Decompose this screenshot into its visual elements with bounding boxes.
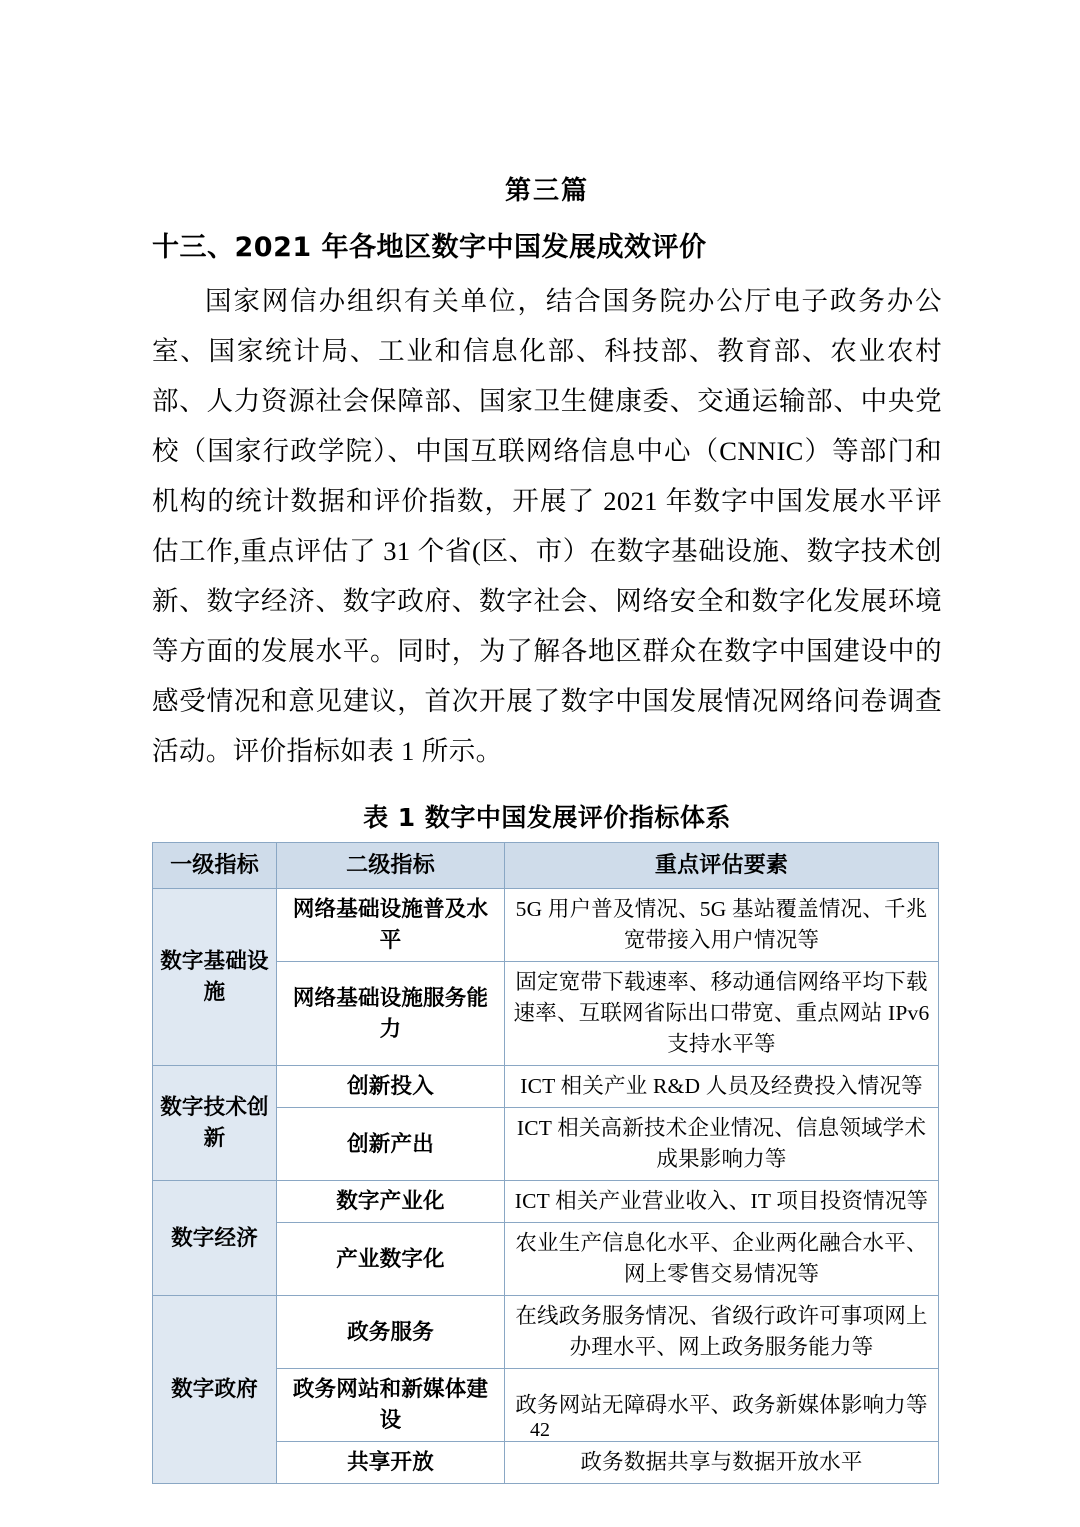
elements-cell: 固定宽带下载速率、移动通信网络平均下载速率、互联网省际出口带宽、重点网站 IPv6 支持水平等 [505,962,939,1066]
level2-cell: 数字产业化 [277,1181,505,1223]
part-title: 第三篇 [504,176,589,206]
level1-cell: 数字政府 [153,1296,277,1484]
table-caption: 表 1 数字中国发展评价指标体系 [363,803,731,832]
table-header-row [153,843,939,889]
table-row [153,1296,939,1369]
elements-cell: ICT 相关产业 R&D 人员及经费投入情况等 [505,1066,939,1108]
table-row [153,889,939,962]
elements-cell: 政务网站无障碍水平、政务新媒体影响力等 [505,1369,939,1442]
column-header-level1: 一级指标 [153,843,277,889]
column-header-level2: 二级指标 [277,843,505,889]
section-title: 十三、2021 年各地区数字中国发展成效评价 [152,232,707,263]
column-header-elements: 重点评估要素 [505,843,939,889]
table-row [153,1181,939,1223]
level2-cell: 政务服务 [277,1296,505,1369]
level2-cell: 政务网站和新媒体建设 [277,1369,505,1442]
level2-cell: 产业数字化 [277,1223,505,1296]
page-number: 42 [530,1419,550,1441]
elements-cell: 5G 用户普及情况、5G 基站覆盖情况、千兆宽带接入用户情况等 [505,889,939,962]
level1-cell: 数字基础设施 [153,889,277,1066]
elements-cell: ICT 相关高新技术企业情况、信息领域学术成果影响力等 [505,1108,939,1181]
level1-cell: 数字技术创新 [153,1066,277,1181]
elements-cell: ICT 相关产业营业收入、IT 项目投资情况等 [505,1181,939,1223]
level2-cell: 网络基础设施普及水平 [277,889,505,962]
level2-cell: 创新投入 [277,1066,505,1108]
elements-cell: 政务数据共享与数据开放水平 [505,1442,939,1484]
level2-cell: 创新产出 [277,1108,505,1181]
elements-cell: 农业生产信息化水平、企业两化融合水平、网上零售交易情况等 [505,1223,939,1296]
body-paragraph: 国家网信办组织有关单位，结合国务院办公厅电子政务办公室、国家统计局、工业和信息化部、科技部、教育部、农业农村部、人力资源社会保障部、国家卫生健康委、交通运输部、中央党校（国家行政学院）、中国互联网络信息中心（CNNIC）等部门和机构的统计数据和评价指数，开展了 2021 年数字中国发展水平评估工作,重点评估了 31 个省(区、市）在数字基础设施、数字技术创新、数字经济、数字政府、数字社会、网络安全和数字化发展环境等方面的发展水平。同时，为了解各地区群众在数字中国建设中的感受情况和意见建议，首次开展了数字中国发展情况网络问卷调查活动。评价指标如表 1 所示。 [152,286,942,766]
level2-cell: 网络基础设施服务能力 [277,962,505,1066]
page-content [152,170,942,1484]
indicator-table [152,842,939,1484]
level2-cell: 共享开放 [277,1442,505,1484]
level1-cell: 数字经济 [153,1181,277,1296]
elements-cell: 在线政务服务情况、省级行政许可事项网上办理水平、网上政务服务能力等 [505,1296,939,1369]
table-row [153,1066,939,1108]
